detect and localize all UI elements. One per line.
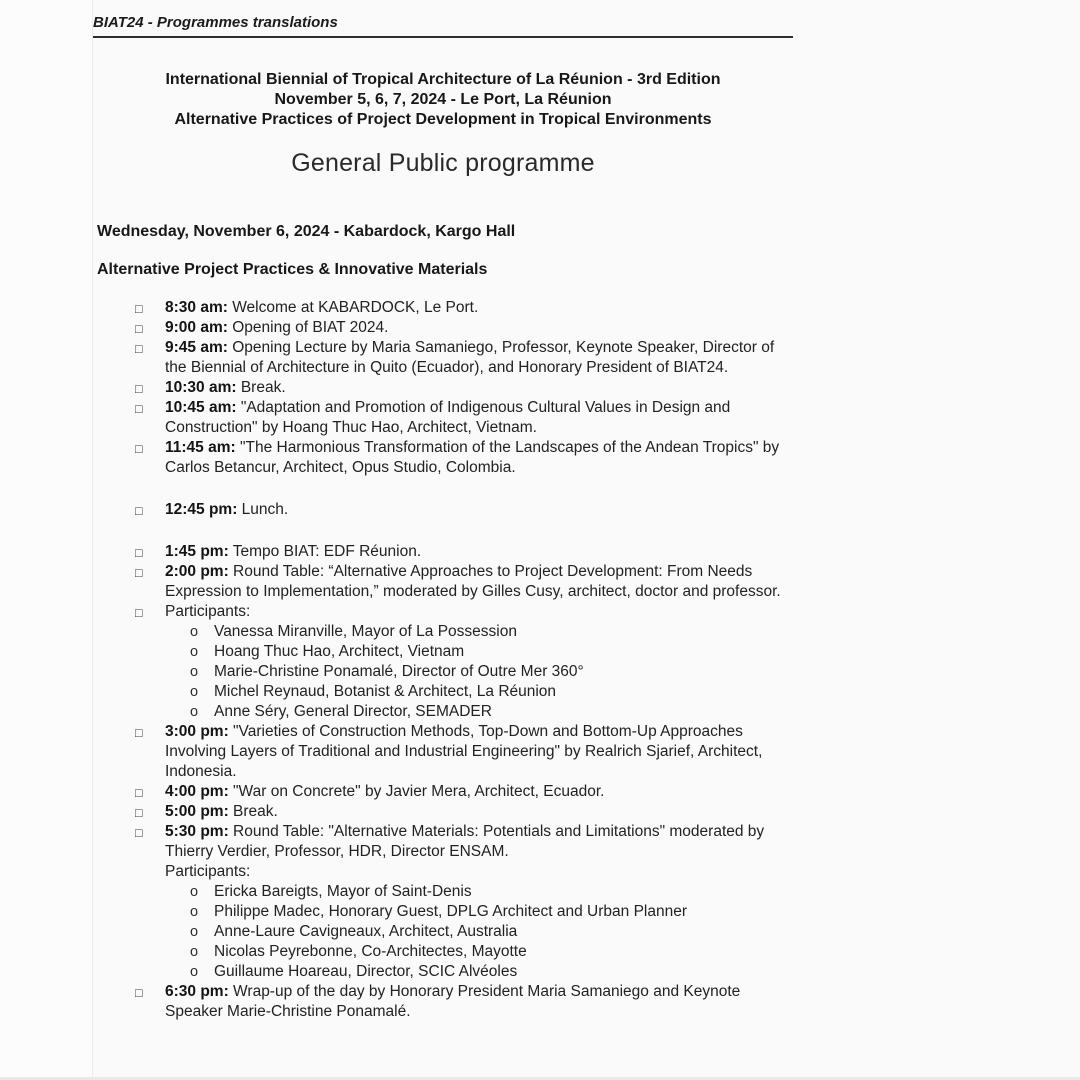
schedule-item-time: 10:30 am: [165, 379, 237, 396]
schedule-item-text: Nicolas Peyrebonne, Co-Architectes, Mayotte [214, 943, 527, 960]
schedule-item-text: 1:45 pm: Tempo BIAT: EDF Réunion. [165, 543, 422, 560]
schedule-item [97, 722, 789, 782]
schedule-item [97, 338, 789, 378]
document-content [97, 0, 789, 1022]
schedule-item-text: Anne-Laure Cavigneaux, Architect, Australia [214, 923, 518, 940]
programme-main-title: General Public programme [291, 149, 595, 177]
circle-bullet-icon: o [190, 664, 199, 680]
circle-bullet-icon: o [190, 924, 199, 940]
schedule-item-time: 2:00 pm: [165, 563, 229, 580]
schedule-item [97, 902, 789, 922]
schedule-item [97, 642, 789, 662]
schedule-item [97, 862, 789, 882]
schedule-item-time: 5:00 pm: [165, 803, 229, 820]
schedule-item-time: 6:30 pm: [165, 983, 229, 1000]
schedule-item-time: 9:00 am: [165, 319, 228, 336]
schedule-item [97, 982, 789, 1022]
schedule-item-text: 9:00 am: Opening of BIAT 2024. [165, 319, 389, 336]
scan-left-margin [0, 0, 93, 1077]
schedule-item-time: 11:45 am: [165, 439, 236, 456]
schedule-item-text: 11:45 am: "The Harmonious Transformation of the Landscapes of the Andean Tropics" by Carlos Betancur, Architect, Opus Studio, Colombia. [165, 439, 780, 476]
schedule-item-text: 6:30 pm: Wrap-up of the day by Honorary President Maria Samaniego and Keynote Speaker Marie-Christine Ponamalé. [165, 983, 741, 1020]
event-title-block [97, 70, 789, 130]
event-title-line-2: November 5, 6, 7, 2024 - Le Port, La Réunion [274, 91, 612, 108]
schedule-item [97, 782, 789, 802]
square-bullet-icon: □ [135, 546, 143, 560]
schedule-item-time: 5:30 pm: [165, 823, 229, 840]
square-bullet-icon: □ [135, 342, 143, 356]
event-title-line-3: Alternative Practices of Project Development in Tropical Environments [174, 111, 712, 128]
schedule-item-text: 9:45 am: Opening Lecture by Maria Samaniego, Professor, Keynote Speaker, Director of the Biennial of Architecture in Quito (Ecuador), and Honorary President of BIAT24. [165, 339, 775, 376]
schedule-item-time: 4:00 pm: [165, 783, 229, 800]
schedule-item-time: 9:45 am: [165, 339, 228, 356]
schedule-item-time: 12:45 pm: [165, 501, 238, 518]
section-heading: Alternative Project Practices & Innovative Materials [97, 261, 488, 278]
schedule-item [97, 602, 789, 622]
square-bullet-icon: □ [135, 566, 143, 580]
schedule-item-time: 10:45 am: [165, 399, 237, 416]
square-bullet-icon: □ [135, 606, 143, 620]
schedule-item-text: 10:45 am: "Adaptation and Promotion of Indigenous Cultural Values in Design and Construction" by Hoang Thuc Hao, Architect, Vietnam. [165, 399, 731, 436]
schedule-item-text: Participants: [165, 863, 251, 880]
circle-bullet-icon: o [190, 684, 199, 700]
schedule-item [97, 682, 789, 702]
schedule-item-text: Guillaume Hoareau, Director, SCIC Alvéoles [214, 963, 518, 980]
schedule-item-text: Participants: [165, 603, 251, 620]
schedule-item [97, 922, 789, 942]
schedule-item-text: Hoang Thuc Hao, Architect, Vietnam [214, 643, 465, 660]
schedule-item [97, 318, 789, 338]
square-bullet-icon: □ [135, 322, 143, 336]
schedule-item [97, 802, 789, 822]
schedule-item-time: 8:30 am: [165, 299, 228, 316]
schedule-item-text: 5:00 pm: Break. [165, 803, 278, 820]
schedule-item [97, 622, 789, 642]
schedule-item [97, 500, 789, 520]
schedule-item-text: Michel Reynaud, Botanist & Architect, La Réunion [214, 683, 557, 700]
square-bullet-icon: □ [135, 786, 143, 800]
schedule-item-text: 5:30 pm: Round Table: "Alternative Materials: Potentials and Limitations" moderated by Thierry Verdier, Professor, HDR, Director ENSAM. [165, 823, 765, 860]
circle-bullet-icon: o [190, 964, 199, 980]
schedule-item [97, 398, 789, 438]
circle-bullet-icon: o [190, 624, 199, 640]
schedule-item [97, 882, 789, 902]
square-bullet-icon: □ [135, 504, 143, 518]
square-bullet-icon: □ [135, 726, 143, 740]
square-bullet-icon: □ [135, 442, 143, 456]
schedule-item [97, 702, 789, 722]
schedule-item-text: Anne Séry, General Director, SEMADER [214, 703, 492, 720]
square-bullet-icon: □ [135, 986, 143, 1000]
schedule-item [97, 822, 789, 862]
schedule-item-text: Vanessa Miranville, Mayor of La Possession [214, 623, 517, 640]
event-title-line-1: International Biennial of Tropical Architecture of La Réunion - 3rd Edition [165, 71, 721, 88]
schedule-item-text: Ericka Bareigts, Mayor of Saint-Denis [214, 883, 472, 900]
circle-bullet-icon: o [190, 884, 199, 900]
schedule-item [97, 962, 789, 982]
circle-bullet-icon: o [190, 904, 199, 920]
schedule-item [97, 542, 789, 562]
schedule-item-text: 8:30 am: Welcome at KABARDOCK, Le Port. [165, 299, 479, 316]
schedule-item [97, 438, 789, 478]
schedule-item-text: Marie-Christine Ponamalé, Director of Outre Mer 360° [214, 663, 584, 680]
schedule-item [97, 562, 789, 602]
document-header-meta: BIAT24 - Programmes translations [93, 14, 793, 38]
schedule-item [97, 378, 789, 398]
schedule-item [97, 298, 789, 318]
schedule-item-text: 10:30 am: Break. [165, 379, 286, 396]
day-heading: Wednesday, November 6, 2024 - Kabardock, Kargo Hall [97, 223, 516, 240]
square-bullet-icon: □ [135, 402, 143, 416]
schedule-item [97, 942, 789, 962]
schedule-item [97, 662, 789, 682]
schedule-list [97, 298, 789, 1022]
schedule-item-time: 3:00 pm: [165, 723, 229, 740]
schedule-item-text: 4:00 pm: "War on Concrete" by Javier Mera, Architect, Ecuador. [165, 783, 605, 800]
schedule-item-text: Philippe Madec, Honorary Guest, DPLG Architect and Urban Planner [214, 903, 687, 920]
circle-bullet-icon: o [190, 644, 199, 660]
circle-bullet-icon: o [190, 944, 199, 960]
square-bullet-icon: □ [135, 382, 143, 396]
schedule-item-time: 1:45 pm: [165, 543, 229, 560]
schedule-item-text: 2:00 pm: Round Table: “Alternative Approaches to Project Development: From Needs Expression to Implementation,” moderated by Gilles Cusy, architect, doctor and professor. [165, 563, 781, 600]
schedule-item-text: 12:45 pm: Lunch. [165, 501, 289, 518]
schedule-item-text: 3:00 pm: "Varieties of Construction Methods, Top-Down and Bottom-Up Approaches Involving Layers of Traditional and Industrial Engineering" by Realrich Sjarief, Architect, Indonesia. [165, 723, 763, 780]
circle-bullet-icon: o [190, 704, 199, 720]
square-bullet-icon: □ [135, 806, 143, 820]
square-bullet-icon: □ [135, 302, 143, 316]
square-bullet-icon: □ [135, 826, 143, 840]
